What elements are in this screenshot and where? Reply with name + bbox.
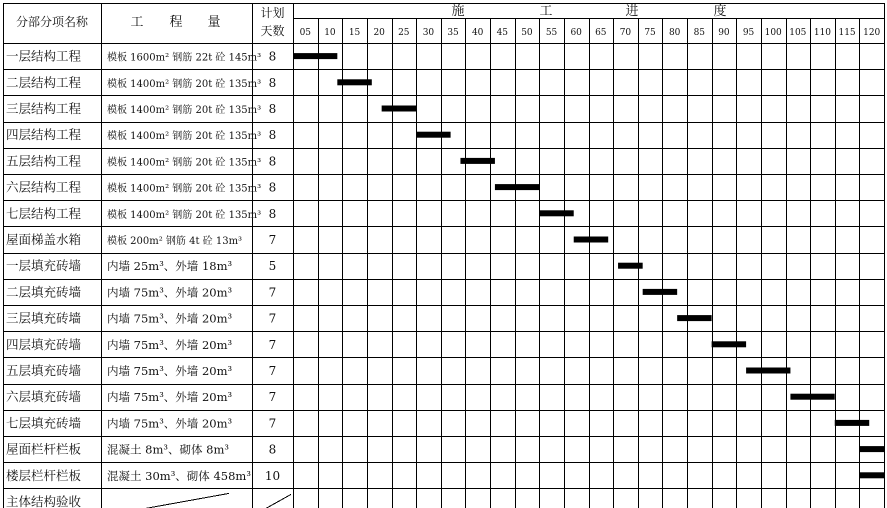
- schedule-bar: [495, 184, 539, 190]
- tick-label: 80: [668, 28, 681, 38]
- tick-label: 85: [693, 28, 706, 38]
- header-progress-char: 施: [451, 4, 465, 19]
- row-name: 六层结构工程: [6, 179, 82, 195]
- row-name: 屋面栏杆栏板: [6, 441, 82, 457]
- row-quantity: 混凝土 30m³、砌体 458m³: [107, 468, 251, 483]
- row-days: 7: [268, 337, 277, 352]
- tick-label: 75: [644, 28, 656, 38]
- tick-label: 30: [422, 28, 435, 38]
- row-name: 屋面梯盖水箱: [6, 232, 82, 247]
- row-days: 8: [268, 442, 277, 457]
- row-name: 四层填充砖墙: [6, 336, 82, 352]
- row-name: 楼层栏杆栏板: [6, 467, 82, 483]
- row-name: 二层填充砖墙: [6, 284, 82, 300]
- row-quantity: 模板 1400m² 钢筋 20t 砼 135m³: [107, 183, 262, 195]
- row-name: 一层填充砖墙: [6, 258, 82, 274]
- row-name: 一层结构工程: [6, 48, 82, 64]
- row-quantity: 模板 1400m² 钢筋 20t 砼 135m³: [107, 131, 262, 143]
- schedule-bar: [790, 394, 834, 400]
- tick-label: 65: [595, 28, 607, 38]
- tick-label: 90: [718, 28, 730, 38]
- schedule-bar: [677, 315, 711, 321]
- row-days: 8: [268, 102, 277, 116]
- tick-label: 110: [813, 28, 832, 38]
- row-name: 二层结构工程: [6, 74, 82, 90]
- row-quantity: 混凝土 8m³、砌体 8m³: [107, 442, 229, 457]
- tick-label: 05: [299, 28, 312, 38]
- row-name: 六层填充砖墙: [6, 389, 82, 405]
- tick-label: 45: [496, 28, 509, 38]
- row-quantity: 内墙 75m³、外墙 20m³: [107, 311, 233, 326]
- tick-label: 95: [742, 28, 755, 38]
- schedule-bar: [337, 79, 371, 85]
- row-days: 7: [268, 285, 277, 300]
- row-days: 7: [268, 390, 277, 405]
- row-days: 7: [268, 233, 277, 247]
- header-quantity-char: 程: [169, 15, 183, 30]
- header-quantity-char: 量: [207, 15, 221, 30]
- schedule-bar: [712, 341, 746, 347]
- row-quantity: 模板 1600m² 钢筋 22t 砼 145m³: [107, 52, 262, 64]
- schedule-bar: [643, 289, 677, 295]
- row-name: 三层填充砖墙: [6, 310, 82, 326]
- tick-label: 15: [348, 28, 361, 38]
- header-name: 分部分项名称: [15, 15, 89, 29]
- tick-label: 10: [324, 28, 336, 38]
- row-days: 5: [268, 259, 277, 274]
- tick-label: 70: [619, 28, 632, 38]
- row-days: 8: [268, 206, 277, 221]
- row-days: 8: [268, 154, 277, 169]
- row-days: 8: [268, 128, 277, 143]
- row-days: 8: [268, 75, 277, 90]
- header-days-line1: 计划: [260, 6, 285, 20]
- row-quantity: 内墙 75m³、外墙 20m³: [107, 416, 233, 431]
- header-progress-char: 工: [539, 4, 553, 19]
- row-name: 三层结构工程: [6, 101, 82, 116]
- schedule-bar: [859, 472, 884, 478]
- schedule-bar: [382, 106, 416, 112]
- row-quantity: 内墙 75m³、外墙 20m³: [107, 285, 233, 300]
- tick-label: 20: [373, 28, 385, 38]
- row-quantity: 内墙 75m³、外墙 20m³: [107, 364, 233, 378]
- header-progress-char: 进: [625, 4, 639, 19]
- tick-label: 25: [398, 28, 410, 38]
- tick-label: 50: [521, 28, 533, 38]
- row-days: 8: [268, 180, 277, 195]
- empty-cell-slash: [262, 494, 291, 508]
- row-quantity: 模板 1400m² 钢筋 20t 砼 135m³: [107, 157, 262, 169]
- tick-label: 120: [863, 28, 881, 38]
- row-quantity: 模板 1400m² 钢筋 20t 砼 135m³: [107, 105, 262, 116]
- schedule-bar: [859, 446, 884, 452]
- tick-label: 100: [764, 28, 782, 38]
- row-name: 七层填充砖墙: [6, 415, 82, 431]
- row-days: 7: [268, 311, 277, 326]
- header-days-line2: 天数: [260, 24, 285, 38]
- tick-label: 115: [838, 28, 856, 38]
- row-quantity: 内墙 75m³、外墙 20m³: [107, 337, 233, 352]
- row-days: 8: [268, 49, 277, 64]
- schedule-bar: [746, 368, 790, 374]
- row-quantity: 内墙 25m³、外墙 18m³: [107, 259, 233, 274]
- header-quantity-char: 工: [130, 15, 144, 30]
- row-quantity: 模板 200m² 钢筋 4t 砼 13m³: [107, 236, 243, 247]
- row-quantity: 模板 1400m² 钢筋 20t 砼 135m³: [107, 78, 262, 90]
- row-name: 四层结构工程: [6, 127, 82, 143]
- schedule-bar: [293, 53, 337, 59]
- schedule-bar: [835, 420, 869, 426]
- schedule-bar: [574, 237, 608, 243]
- row-quantity: 模板 1400m² 钢筋 20t 砼 135m³: [107, 209, 262, 221]
- empty-cell-slash: [128, 493, 229, 508]
- schedule-bar: [618, 263, 643, 269]
- schedule-bar: [460, 158, 494, 164]
- row-name: 五层结构工程: [6, 153, 82, 169]
- row-quantity: 内墙 75m³、外墙 20m³: [107, 390, 233, 405]
- row-name: 五层填充砖墙: [6, 363, 82, 378]
- tick-label: 105: [789, 28, 807, 38]
- row-name: 七层结构工程: [6, 205, 82, 221]
- row-days: 7: [268, 364, 277, 378]
- schedule-bar: [539, 210, 573, 216]
- row-name: 主体结构验收: [6, 494, 82, 508]
- tick-label: 35: [447, 28, 459, 38]
- row-days: 10: [264, 468, 281, 483]
- schedule-bar: [416, 132, 450, 138]
- header-progress-char: 度: [713, 4, 727, 19]
- tick-label: 55: [545, 28, 558, 38]
- tick-label: 60: [570, 28, 582, 38]
- row-days: 7: [268, 416, 277, 431]
- tick-label: 40: [471, 28, 484, 38]
